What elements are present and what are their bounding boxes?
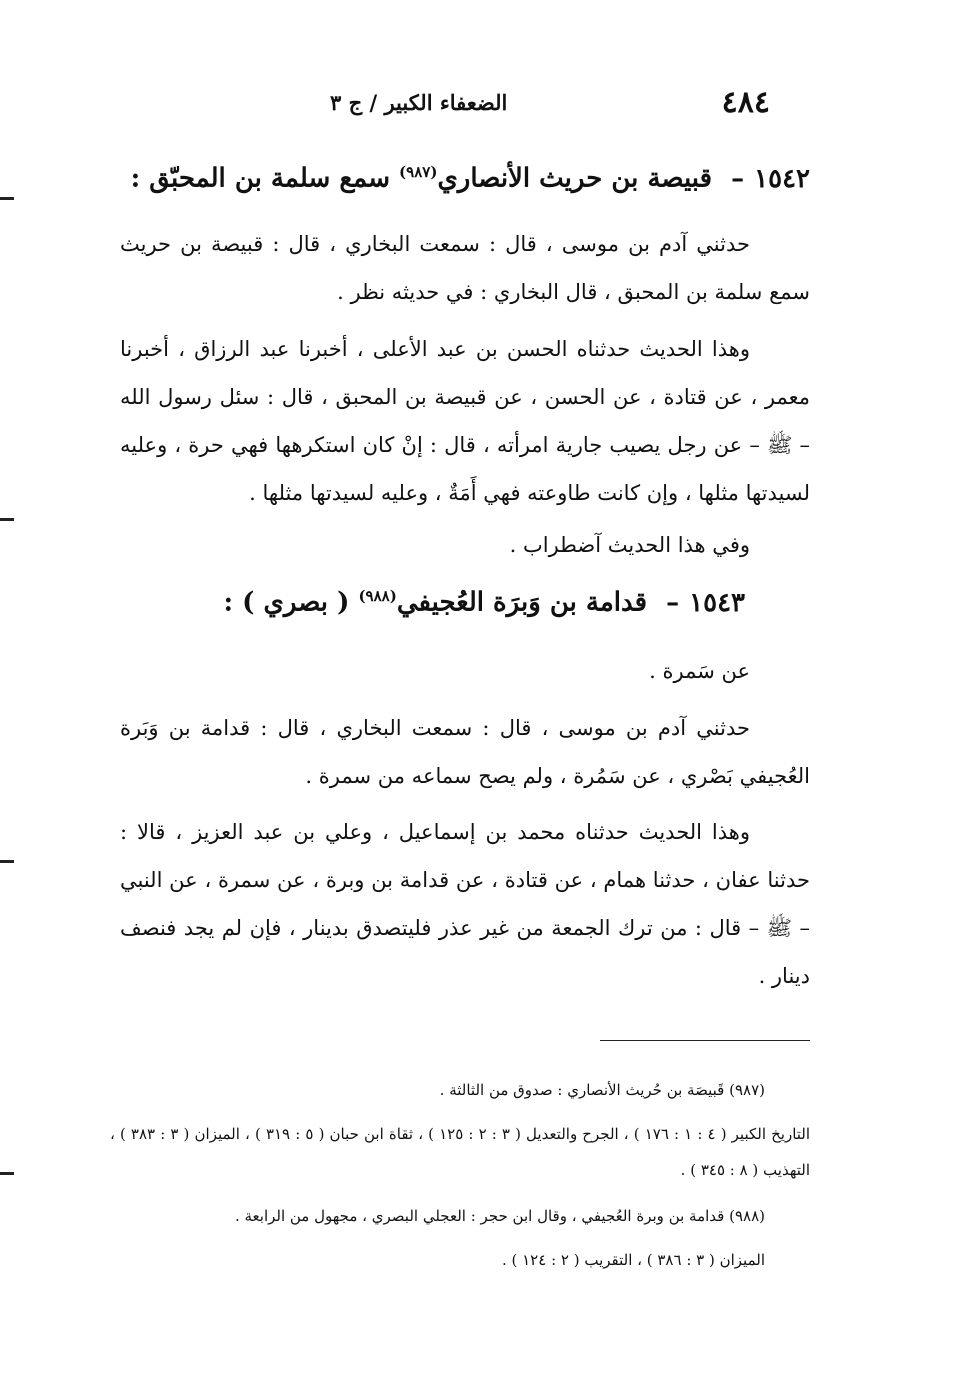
footnote: (٩٨٧) قَبيصَة بن حُريث الأنصاري : صدوق من الثالثة . bbox=[439, 1081, 765, 1099]
footnote-separator bbox=[600, 1040, 810, 1041]
footnote: التاريخ الكبير ( ٤ : ١ : ١٧٦ ) ، الجرح والتعديل ( ٣ : ٢ : ١٢٥ ) ، ثقاة ابن حبان ( ٥ : ٣١٩ ) ، الميزان ( ٣ : ٣٨٣ ) ، التهذيب ( ٨ : ٣٤٥ ) . bbox=[110, 1125, 811, 1179]
entry-heading-1542: ١٥٤٢– قبيصة بن حريث الأنصاري$^{(٩٨٧)}$ سمع سلمة بن المحبّق : bbox=[130, 163, 810, 194]
entry-name: قبيصة بن حريث الأنصاري bbox=[437, 163, 713, 194]
entry-suffix: سمع سلمة بن المحبّق : bbox=[130, 163, 390, 194]
footnote-ref: (٩٨٨) bbox=[358, 587, 397, 605]
entry-number: ١٥٤٣ bbox=[689, 587, 745, 618]
footnote: (٩٨٨) قدامة بن وبرة العُجيفي ، وقال ابن حجر : العجلي البصري ، مجهول من الرابعة . bbox=[234, 1207, 765, 1225]
paragraph: عن سَمرة . bbox=[649, 659, 750, 683]
paragraph: حدثني آدم بن موسى ، قال : سمعت البخاري ، قال : قبيصة بن حريث سمع سلمة بن المحبق ، قال البخاري : في حديثه نظر . bbox=[120, 232, 810, 304]
paragraph: وفي هذا الحديث آضطراب . bbox=[509, 533, 750, 557]
paragraph: وهذا الحديث حدثناه محمد بن إسماعيل ، وعلي بن عبد العزيز ، قالا : حدثنا عفان ، حدثنا همام ، عن قتادة ، عن قدامة بن وبرة ، عن سمرة ، عن النبي – ﷺ – قال : من ترك الجمعة من غير عذر فليتصدق بدينار ، فإن لم يجد فنصف دينار . bbox=[120, 820, 810, 988]
edge-mark bbox=[0, 1172, 14, 1175]
page-number: ٤٨٤ bbox=[721, 84, 770, 120]
footnote: الميزان ( ٣ : ٣٨٦ ) ، التقريب ( ٢ : ١٢٤ ) . bbox=[501, 1251, 765, 1269]
page-header bbox=[330, 82, 770, 122]
footnote-ref: (٩٨٧) bbox=[399, 163, 438, 181]
entry-number: ١٥٤٢ bbox=[754, 163, 810, 194]
edge-mark bbox=[0, 860, 14, 863]
edge-mark bbox=[0, 518, 14, 521]
paragraph: حدثني آدم بن موسى ، قال : سمعت البخاري ، قال : قدامة بن وَبَرة العُجيفي بَصْري ، عن سَمُرة ، ولم يصح سماعه من سمرة . bbox=[120, 716, 810, 788]
entry-name: قدامة بن وَبرَة العُجيفي bbox=[396, 587, 648, 618]
paragraph: وهذا الحديث حدثناه الحسن بن عبد الأعلى ، أخبرنا عبد الرزاق ، أخبرنا معمر ، عن قتادة ، عن الحسن ، عن قبيصة بن المحبق ، قال : سئل رسول الله – ﷺ – عن رجل يصيب جارية امرأته ، قال : إنْ كان استكرهها فهي حرة ، وعليه لسيدتها مثلها ، وإن كانت طاوعته فهي أَمَةٌ ، وعليه لسيدتها مثلها . bbox=[120, 337, 810, 505]
entry-heading-1543: ١٥٤٣– قدامة بن وَبرَة العُجيفي$^{(٩٨٨)}$ ( بصري ) : bbox=[223, 587, 745, 618]
edge-mark bbox=[0, 197, 14, 200]
entry-suffix: ( بصري ) : bbox=[223, 587, 350, 618]
running-title: الضعفاء الكبير / ج ٣ bbox=[330, 89, 508, 115]
